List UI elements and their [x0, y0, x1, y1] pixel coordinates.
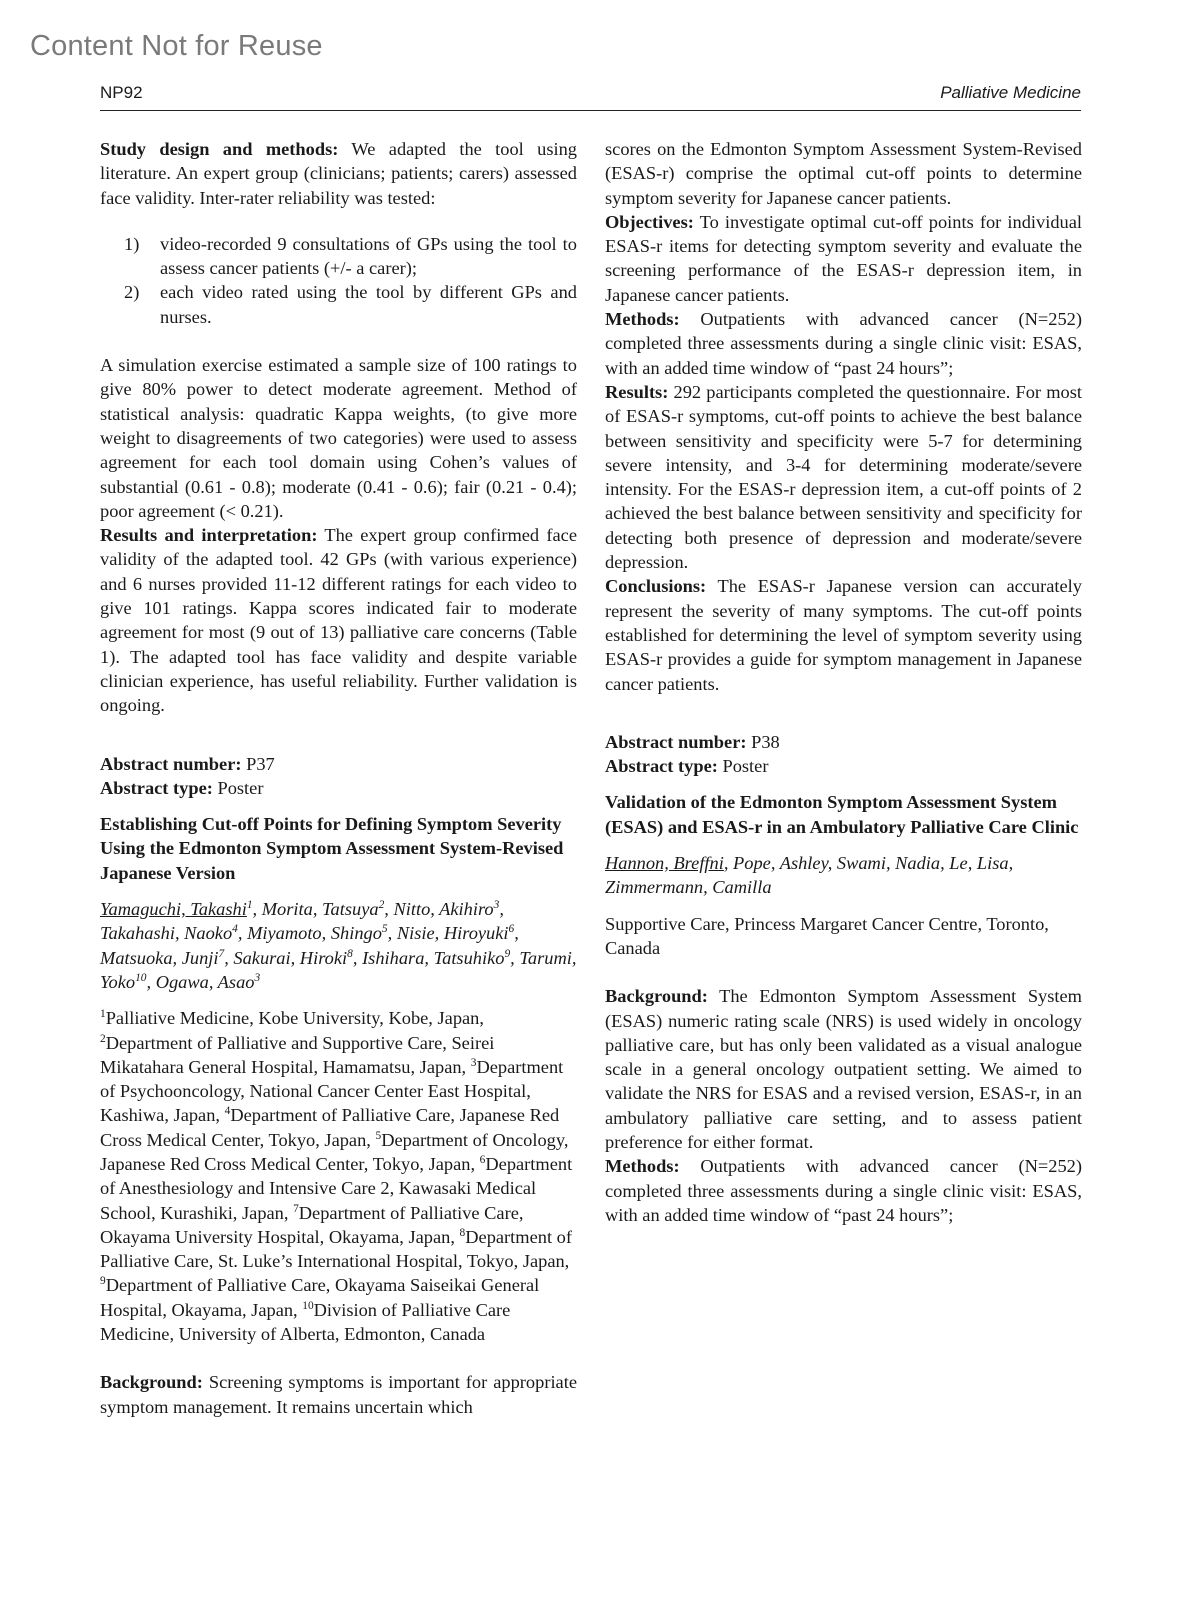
list-item: [100, 232, 577, 281]
abstract-number-value: P38: [746, 731, 780, 752]
author-name: Matsuoka, Junji: [100, 947, 219, 968]
author-name: Takahashi, Naoko: [100, 923, 233, 944]
abstract-type-value: Poster: [717, 756, 769, 777]
abstract-type: [605, 754, 1082, 778]
affiliation-marker: 4: [232, 923, 238, 936]
section-label: Objectives:: [605, 211, 694, 232]
author-name: Nitto, Akihiro: [393, 899, 494, 920]
page-label: NP92: [100, 83, 143, 102]
left-column: [100, 137, 577, 1419]
author-separator: ,: [384, 899, 394, 920]
author-name: Morita, Tatsuya: [261, 899, 379, 920]
affiliation-text: Department of Anesthesiology and Intensive Care 2, Kawasaki Medical School, Kurashiki, Japan,: [100, 1153, 573, 1223]
section-label: Background:: [100, 1372, 203, 1393]
running-header: [100, 80, 1081, 111]
journal-name: Palliative Medicine: [940, 83, 1081, 102]
author-list: [605, 851, 1082, 900]
affiliation-list: [100, 1006, 577, 1346]
author-name: Ogawa, Asao: [155, 971, 255, 992]
article-title: Validation of the Edmonton Symptom Assessment System (ESAS) and ESAS-r in an Ambulatory Palliative Care Clinic: [605, 792, 1079, 837]
study-design-paragraph: [100, 137, 577, 210]
author-separator: ,: [514, 923, 519, 944]
affiliation: Supportive Care, Princess Margaret Cancer Centre, Toronto, Canada: [605, 913, 1049, 958]
section-text: We adapted the tool using literature. An expert group (clinicians; patients; carers) assessed face validity. Inter-rater reliability was tested:: [100, 139, 577, 208]
simulation-paragraph: A simulation exercise estimated a sample size of 100 ratings to give 80% power to detect moderate agreement. Method of statistical analysis: quadratic Kappa weights, (to give more weight to disagreements of two categories) were used to assess agreement for each tool domain using Cohen’s values of substantial (0.61 - 0.8); moderate (0.41 - 0.6); fair (0.21 - 0.4); poor agreement (< 0.21).: [100, 355, 577, 521]
affiliation-marker: 1: [100, 1008, 106, 1021]
affiliation-text: Department of Palliative Care, Japanese Red Cross Medical Center, Tokyo, Japan,: [100, 1105, 560, 1150]
list-number: 2): [124, 282, 140, 303]
abstract-type: [100, 776, 577, 800]
affiliation-marker: 6: [508, 923, 515, 936]
author-name: Tarumi, Yoko: [100, 947, 577, 992]
affiliation-text: Department of Palliative Care, Okayama Saiseikai General Hospital, Okayama, Japan,: [100, 1275, 540, 1320]
affiliation-text: Department of Palliative Care, St. Luke’s International Hospital, Tokyo, Japan,: [100, 1226, 572, 1272]
author-name: Miyamoto, Shingo: [247, 923, 382, 944]
abstract-number-label: Abstract number:: [100, 753, 242, 774]
right-column: [605, 137, 1082, 1227]
affiliation-text: Department of Palliative and Supportive Care, Seirei Mikatahara General Hospital, Hamamatsu, Japan,: [100, 1032, 495, 1077]
section-label: Results:: [605, 381, 669, 402]
affiliation-marker: 3: [493, 898, 500, 911]
methods-paragraph: [605, 1154, 1082, 1227]
affiliation-marker: 3: [254, 971, 261, 984]
conclusions-paragraph: [605, 574, 1082, 695]
section-label: Methods:: [605, 1156, 680, 1177]
author-separator: ,: [237, 923, 248, 944]
section-text: Outpatients with advanced cancer (N=252) completed three assessments during a single clinic visit: ESAS, with an added time window of “past 24 hours”;: [605, 309, 1082, 378]
section-label: Conclusions:: [605, 576, 707, 597]
abstract-number: [605, 730, 1082, 754]
abstract-number-value: P37: [241, 753, 275, 774]
affiliation-marker: 2: [378, 898, 385, 911]
continued-paragraph: scores on the Edmonton Symptom Assessment System-Revised (ESAS-r) comprise the optimal cut-off points to determine symptom severity for Japanese cancer patients.: [605, 139, 1082, 208]
affiliation-marker: 10: [302, 1299, 314, 1312]
affiliation-marker: 10: [135, 971, 147, 984]
abstract-number-label: Abstract number:: [605, 731, 747, 752]
author-list: [100, 897, 577, 994]
objectives-paragraph: [605, 210, 1082, 307]
method-list: [100, 232, 577, 329]
author-separator: ,: [510, 947, 520, 968]
list-item-text: each video rated using the tool by different GPs and nurses.: [160, 282, 577, 327]
affiliation-text: Department of Psychooncology, National Cancer Center East Hospital, Kashiwa, Japan,: [100, 1056, 564, 1126]
section-text: To investigate optimal cut-off points for individual ESAS-r items for detecting symptom severity and evaluate the screening performance of the ESAS-r depression item, in Japanese cancer patients.: [605, 211, 1082, 305]
affiliation-marker: 9: [100, 1275, 106, 1288]
list-number: 1): [124, 233, 140, 254]
affiliation-marker: 5: [375, 1129, 382, 1142]
background-paragraph: [605, 984, 1082, 1154]
affiliation-text: Department of Oncology, Japanese Red Cross Medical Center, Tokyo, Japan,: [100, 1129, 569, 1174]
affiliation-marker: 7: [293, 1202, 299, 1215]
affiliation-marker: 1: [246, 898, 253, 911]
affiliation-marker: 9: [504, 947, 511, 960]
presenting-author: Hannon, Breffni: [605, 853, 724, 874]
presenting-author: Yamaguchi, Takashi: [100, 899, 247, 920]
abstract-type-label: Abstract type:: [605, 756, 718, 777]
section-text: 292 participants completed the questionnaire. For most of ESAS-r symptoms, cut-off points to achieve the best balance between sensitivity and specificity were 5-7 for determining severe intensity, and 3-4 for determining moderate/severe intensity. For the ESAS-r depression item, a cut-off points of 2 achieved the best balance between sensitivity and specificity for detecting both presence of depression and moderate/severe depression.: [605, 381, 1082, 573]
affiliation-marker: 6: [479, 1153, 486, 1166]
section-text: Screening symptoms is important for appropriate symptom management. It remains uncertain which: [100, 1372, 577, 1417]
affiliation-marker: 3: [470, 1056, 477, 1069]
author-separator: ,: [252, 899, 262, 920]
methods-paragraph: [605, 307, 1082, 380]
author-name: Nisie, Hiroyuki: [396, 923, 509, 944]
background-paragraph: [100, 1370, 577, 1419]
affiliation-marker: 7: [218, 947, 225, 960]
section-text: The expert group confirmed face validity of the adapted tool. 42 GPs (with various experience) and 6 nurses provided 11-12 different ratings for each video to give 101 ratings. Kappa scores indicated fair to moderate agreement for most (9 out of 13) palliative care concerns (Table 1). The adapted tool has face validity and despite variable clinician experience, has useful reliability. Further validation is ongoing.: [100, 525, 577, 716]
affiliation-text: Department of Palliative Care, Okayama University Hospital, Okayama, Japan,: [100, 1202, 524, 1247]
co-authors: , Pope, Ashley, Swami, Nadia, Le, Lisa, Zimmermann, Camilla: [605, 853, 1014, 898]
section-text: The Edmonton Symptom Assessment System (ESAS) numeric rating scale (NRS) is used widely in oncology palliative care, but has only been validated as a visual analogue scale in a general oncology outpatient setting. We aimed to validate the NRS for ESAS and a revised version, ESAS-r, in an ambulatory palliative care setting, and to assess patient preference for either format.: [605, 986, 1082, 1152]
list-item: [100, 280, 577, 329]
section-label: Study design and methods:: [100, 139, 339, 159]
affiliation-marker: 5: [381, 923, 388, 936]
section-text: The ESAS-r Japanese version can accurately represent the severity of many symptoms. The cut-off points established for determining the level of symptom severity using ESAS-r provides a guide for symptom management in Japanese cancer patients.: [605, 576, 1082, 694]
affiliation-marker: 2: [100, 1032, 106, 1045]
abstract-type-value: Poster: [212, 777, 264, 798]
section-label: Background:: [605, 986, 708, 1007]
results-paragraph: [605, 380, 1082, 574]
author-name: Ishihara, Tatsuhiko: [362, 947, 505, 968]
abstract-number: [100, 752, 577, 776]
abstract-type-label: Abstract type:: [100, 777, 213, 798]
author-separator: ,: [352, 947, 363, 968]
section-text: Outpatients with advanced cancer (N=252) completed three assessments during a single clinic visit: ESAS, with an added time window of “past 24 hours”;: [605, 1156, 1082, 1225]
watermark: Content Not for Reuse: [30, 30, 323, 62]
author-separator: ,: [499, 899, 504, 920]
affiliation-marker: 8: [459, 1226, 466, 1239]
author-name: Sakurai, Hiroki: [233, 947, 348, 968]
affiliation-marker: 4: [224, 1105, 231, 1118]
section-label: Results and interpretation:: [100, 525, 318, 546]
affiliation-text: Palliative Medicine, Kobe University, Kobe, Japan,: [105, 1008, 484, 1029]
author-separator: ,: [224, 947, 234, 968]
section-label: Methods:: [605, 309, 680, 330]
list-item-text: video-recorded 9 consultations of GPs using the tool to assess cancer patients (+/- a carer);: [160, 233, 577, 279]
article-title: Establishing Cut-off Points for Defining Symptom Severity Using the Edmonton Symptom Assessment System-Revised Japanese Version: [100, 814, 564, 883]
results-paragraph: [100, 523, 577, 717]
affiliation-marker: 8: [347, 947, 353, 960]
affiliation-text: Division of Palliative Care Medicine, University of Alberta, Edmonton, Canada: [100, 1299, 511, 1345]
author-separator: ,: [387, 923, 397, 944]
author-separator: ,: [146, 971, 156, 992]
